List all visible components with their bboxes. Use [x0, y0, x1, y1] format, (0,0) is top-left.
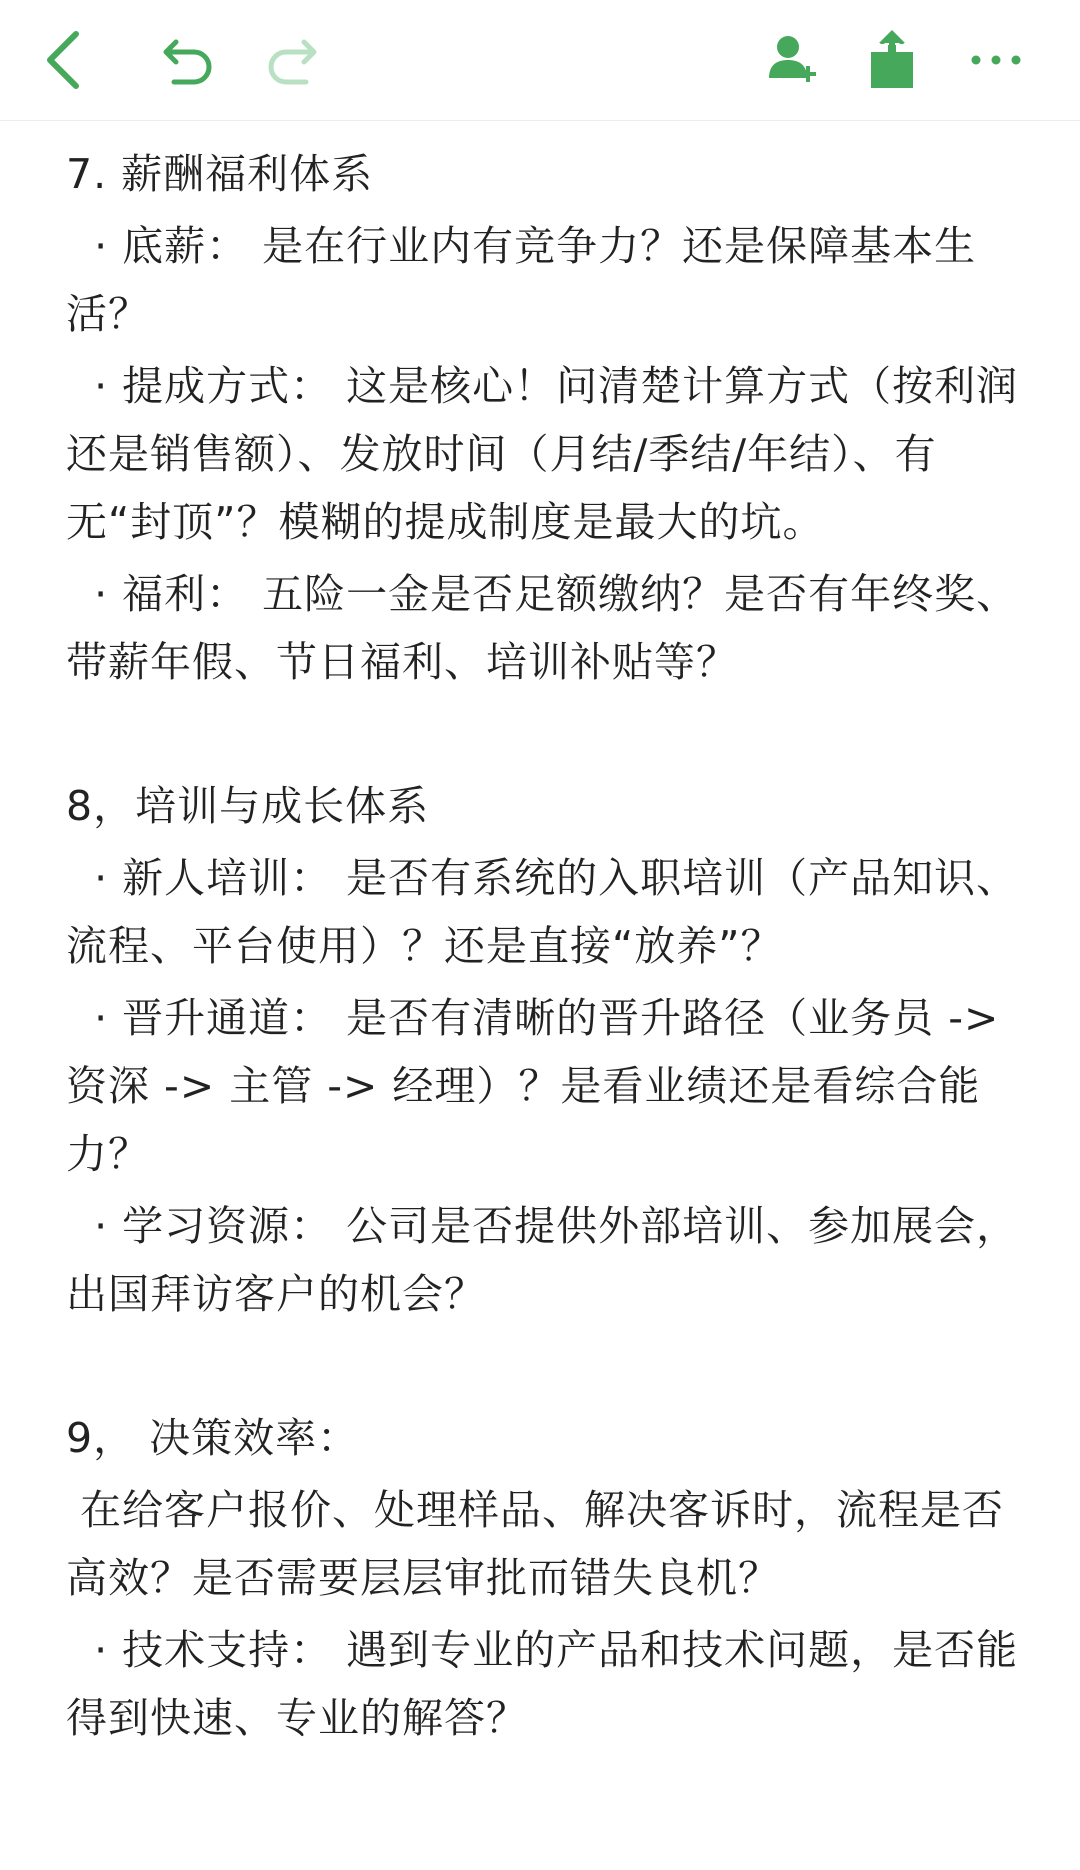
section-heading: 7. 薪酬福利体系 [66, 150, 374, 198]
redo-button[interactable] [256, 24, 328, 96]
bullet-paragraph: · 福利： 五险一金是否足额缴纳？是否有年终奖、带薪年假、节日福利、培训补贴等？ [66, 570, 1019, 686]
body-paragraph: 在给客户报价、处理样品、解决客诉时，流程是否高效？是否需要层层审批而错失良机？ [66, 1486, 1005, 1602]
more-options-button[interactable] [960, 24, 1032, 96]
note-section [66, 772, 1026, 1328]
note-body[interactable] [66, 140, 1026, 1756]
note-section [66, 140, 1026, 696]
bullet-paragraph: · 提成方式： 这是核心！问清楚计算方式（按利润还是销售额）、发放时间（月结/季结/年结）、有无“封顶”？模糊的提成制度是最大的坑。 [66, 362, 1019, 546]
add-collaborator-icon [768, 32, 820, 88]
share-export-button[interactable] [856, 24, 928, 96]
section-spacer [66, 1332, 1026, 1404]
bullet-paragraph: · 学习资源： 公司是否提供外部培训、参加展会，出国拜访客户的机会？ [66, 1202, 1019, 1318]
undo-icon [162, 32, 214, 88]
editor-toolbar [0, 0, 1080, 121]
back-button[interactable] [28, 24, 100, 96]
section-heading: 8，培训与成长体系 [66, 782, 430, 830]
bullet-paragraph: · 晋升通道： 是否有清晰的晋升路径（业务员 -> 资深 -> 主管 -> 经理）？是看业绩还是看综合能力？ [66, 994, 1014, 1178]
share-export-icon [868, 30, 916, 90]
undo-button[interactable] [152, 24, 224, 96]
back-chevron-icon [42, 28, 86, 92]
add-collaborator-button[interactable] [758, 24, 830, 96]
section-heading: 9， 决策效率： [66, 1414, 360, 1462]
section-spacer [66, 700, 1026, 772]
note-section [66, 1404, 1026, 1752]
redo-icon [266, 32, 318, 88]
more-dots-icon [970, 54, 1022, 66]
bullet-paragraph: · 技术支持： 遇到专业的产品和技术问题，是否能得到快速、专业的解答？ [66, 1626, 1019, 1742]
bullet-paragraph: · 新人培训： 是否有系统的入职培训（产品知识、流程、平台使用）？还是直接“放养”？ [66, 854, 1019, 970]
bullet-paragraph: · 底薪： 是在行业内有竞争力？还是保障基本生活？ [66, 222, 977, 338]
